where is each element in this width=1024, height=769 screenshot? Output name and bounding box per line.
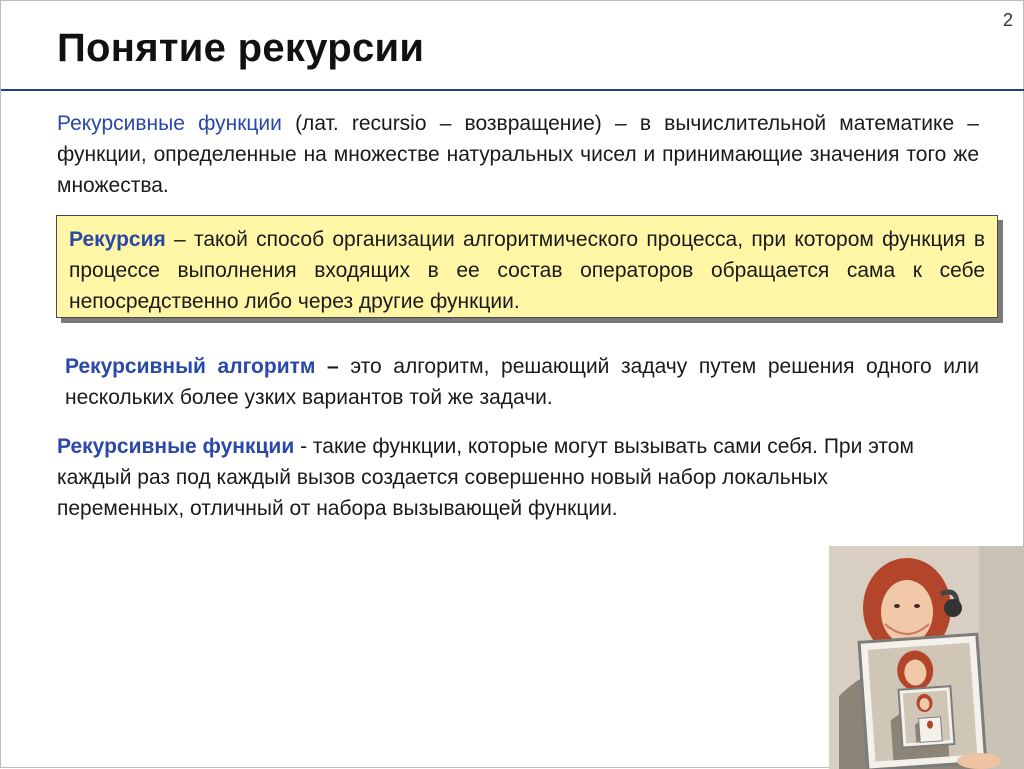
term-recursion: Рекурсия: [69, 228, 166, 251]
paragraph-definition-recursive-functions: [57, 108, 979, 201]
paragraph-recursive-functions-calls: [57, 431, 957, 524]
title-divider: [1, 89, 1024, 91]
paragraph-recursive-algorithm: [65, 351, 979, 413]
paragraph-recursion-definition: [69, 224, 985, 317]
paragraph-text: это алгоритм, решающий задачу путем решения одного или нескольких более узких вариантов той же задачи.: [65, 355, 980, 409]
recursive-photo-illustration: [829, 546, 1024, 769]
recursion-definition-box: [56, 215, 998, 318]
term-recursive-functions-bold: Рекурсивные функции: [57, 435, 295, 458]
term-recursive-algorithm: Рекурсивный алгоритм: [65, 355, 316, 378]
recursive-photo-svg: [829, 546, 1024, 769]
paragraph-text: - такие функции, которые могут вызывать сами себя. При этом каждый раз под каждый вызов создается совершенно новый набор локальных переменных, отличный от набора вызывающей функции.: [57, 435, 914, 520]
page-number: 2: [1002, 10, 1013, 30]
paragraph-text: (лат. recursio – возвращение) – в вычислительной математике – функции, определенные на множестве натуральных чисел и принимающие значения того же множества.: [57, 112, 979, 197]
term-dash: –: [315, 355, 339, 378]
term-recursive-functions: Рекурсивные функции: [57, 112, 282, 135]
paragraph-text: – такой способ организации алгоритмического процесса, при котором функция в процессе выполнения входящих в ее состав операторов обращается сама к себе непосредственно либо через другие функции.: [69, 228, 985, 313]
slide-title: Понятие рекурсии: [57, 26, 425, 70]
